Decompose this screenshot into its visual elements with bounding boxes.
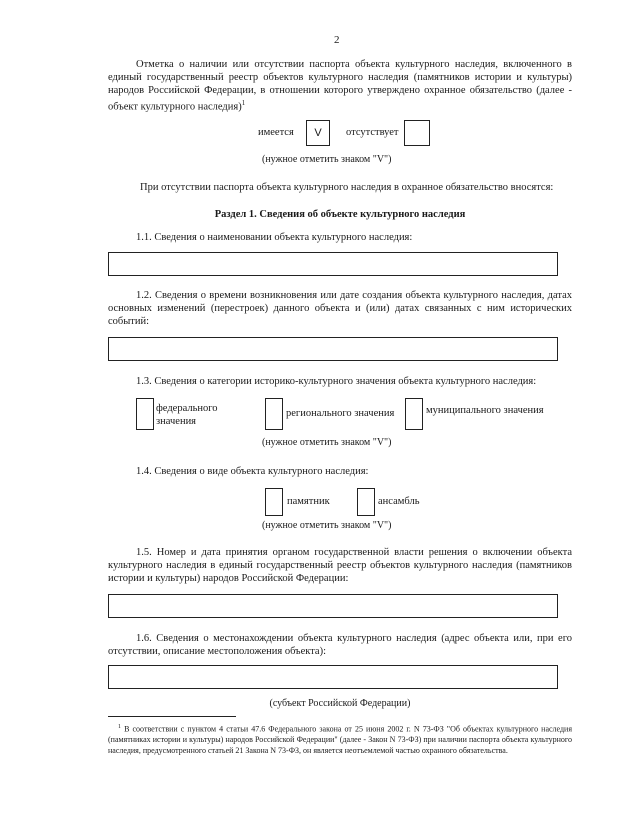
municipal-category-label: муниципального значения [426,405,544,416]
footnote-reference: 1 [241,99,246,107]
passport-mark-text: Отметка о наличии или отсутствии паспорта объекта культурного наследия, включенного в единый государственный реестр объектов культурного наследия (памятников истории и культуры) народов Российской Федерации, в отношении которого утверждено охранное обязательство (далее - объект культурного наследия) [108,59,572,113]
municipal-category-checkbox[interactable] [405,398,423,430]
ensemble-type-checkbox[interactable] [357,488,375,516]
registry-decision-label: 1.5. Номер и дата принятия органом государственной власти решения о включении объекта культурного наследия в единый государственный реестр объектов культурного наследия (памятников истории и культуры) народов Российской Федерации: [108,547,572,584]
location-caption: (субъект Российской Федерации) [269,698,411,709]
section-title: Раздел 1. Сведения об объекте культурного наследия [214,209,466,220]
name-info-field[interactable] [108,252,558,276]
monument-type-checkbox[interactable] [265,488,283,516]
federal-category-checkbox[interactable] [136,398,154,430]
type-hint: (нужное отметить знаком "V") [262,520,392,531]
option-yes-label: имеется [258,127,294,138]
mark-hint: (нужное отметить знаком "V") [262,154,392,165]
type-label: 1.4. Сведения о виде объекта культурного наследия: [136,466,369,477]
option-no-label: отсутствует [346,127,399,138]
absent-passport-note: При отсутствии паспорта объекта культурного наследия в охранное обязательство вносятся: [140,182,554,193]
footnote-text: В соответствии с пунктом 4 статьи 47.6 Федерального закона от 25 июня 2002 г. N 73-ФЗ "Об объектах культурного наследия (памятниках истории и культуры) народов Российской Федерации" (далее - Закон N 73-ФЗ) при наличии паспорта объекта культурного наследия, предусмотренного статьей 21 Закона N 73-ФЗ, он является неотъемлемой частью охранного обязательства. [108,724,573,755]
registry-decision-field[interactable] [108,594,558,618]
dates-info-field[interactable] [108,337,558,361]
category-hint: (нужное отметить знаком "V") [262,437,392,448]
passport-absent-checkbox[interactable] [404,120,430,146]
footnote-mark: 1 [118,724,121,730]
category-label: 1.3. Сведения о категории историко-культурного значения объекта культурного наследия: [136,376,537,387]
page-number: 2 [334,34,340,46]
regional-category-label: регионального значения [286,408,395,419]
location-field[interactable] [108,665,558,689]
federal-category-label: федерального значения [156,403,218,427]
passport-present-checkbox[interactable]: V [306,120,330,146]
regional-category-checkbox[interactable] [265,398,283,430]
dates-info-label: 1.2. Сведения о времени возникновения или дате создания объекта культурного наследия, датах основных изменений (перестроек) данного объекта и (или) датах связанных с ним исторических событий: [108,290,572,327]
footnote-divider [108,716,236,717]
monument-type-label: памятник [287,496,330,507]
passport-mark-paragraph [108,58,572,114]
location-label: 1.6. Сведения о местонахождении объекта культурного наследия (адрес объекта или, при его отсутствии, описание местоположения объекта): [108,633,572,657]
footnote [108,722,572,756]
name-info-label: 1.1. Сведения о наименовании объекта культурного наследия: [136,232,413,243]
ensemble-type-label: ансамбль [378,496,420,507]
